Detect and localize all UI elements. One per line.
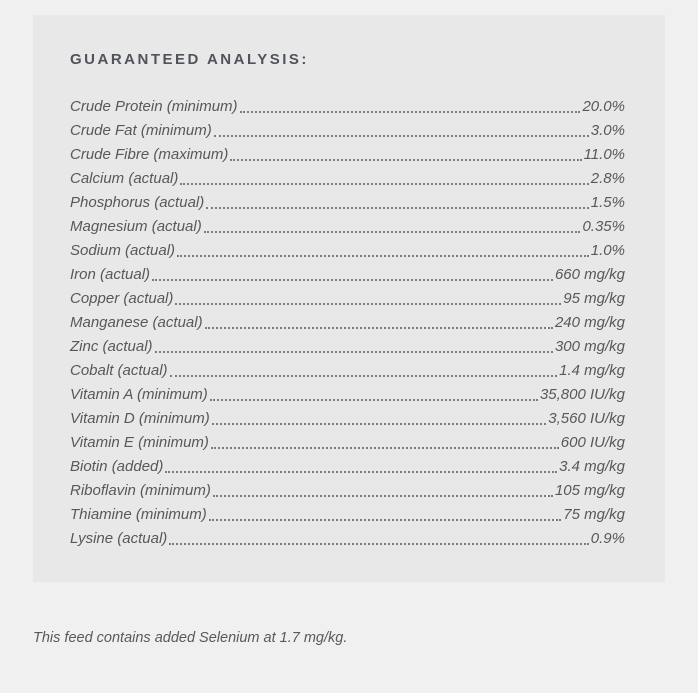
nutrient-value: 0.9% [590,530,625,547]
nutrient-label: Crude Fat (minimum) [70,122,212,139]
dotted-leader [214,135,589,137]
nutrient-label: Biotin (added) [70,458,164,475]
nutrient-label: Lysine (actual) [70,530,168,547]
nutrient-label: Cobalt (actual) [70,362,168,379]
nutrient-value: 0.35% [582,218,625,235]
dotted-leader [211,447,559,449]
dotted-leader [212,423,547,425]
dotted-leader [177,255,589,257]
dotted-leader [204,231,581,233]
nutrient-value: 240 mg/kg [554,314,625,331]
dotted-leader [169,543,589,545]
analysis-rows [70,95,625,551]
nutrient-value: 20.0% [582,98,625,115]
selenium-footnote: This feed contains added Selenium at 1.7 mg/kg. [33,630,348,646]
nutrient-label: Copper (actual) [70,290,174,307]
analysis-row [70,479,625,503]
analysis-row [70,215,625,239]
dotted-leader [206,207,589,209]
nutrient-label: Calcium (actual) [70,170,179,187]
analysis-row [70,359,625,383]
dotted-leader [165,471,557,473]
analysis-row [70,503,625,527]
nutrient-value: 600 IU/kg [560,434,625,451]
analysis-row [70,239,625,263]
analysis-row [70,143,625,167]
analysis-row [70,407,625,431]
analysis-row [70,527,625,551]
nutrient-label: Vitamin D (minimum) [70,410,210,427]
nutrient-value: 95 mg/kg [563,290,625,307]
nutrient-value: 35,800 IU/kg [539,386,625,403]
nutrient-value: 75 mg/kg [563,506,625,523]
nutrient-label: Crude Fibre (maximum) [70,146,229,163]
nutrient-label: Riboflavin (minimum) [70,482,211,499]
dotted-leader [210,399,538,401]
nutrient-label: Vitamin E (minimum) [70,434,209,451]
nutrient-value: 3,560 IU/kg [548,410,625,427]
nutrient-label: Manganese (actual) [70,314,203,331]
nutrient-label: Sodium (actual) [70,242,176,259]
dotted-leader [170,375,558,377]
nutrient-label: Thiamine (minimum) [70,506,207,523]
analysis-row [70,383,625,407]
nutrient-value: 1.5% [590,194,625,211]
nutrient-label: Iron (actual) [70,266,151,283]
dotted-leader [155,351,553,353]
analysis-row [70,191,625,215]
nutrient-value: 2.8% [590,170,625,187]
nutrient-value: 1.4 mg/kg [559,362,625,379]
analysis-row [70,287,625,311]
dotted-leader [180,183,588,185]
analysis-row [70,431,625,455]
analysis-row [70,167,625,191]
guaranteed-analysis-panel [33,15,665,582]
nutrient-value: 1.0% [590,242,625,259]
dotted-leader [152,279,553,281]
analysis-row [70,455,625,479]
nutrient-label: Phosphorus (actual) [70,194,205,211]
analysis-row [70,263,625,287]
nutrient-label: Zinc (actual) [70,338,153,355]
nutrient-value: 3.0% [590,122,625,139]
analysis-row [70,119,625,143]
analysis-row [70,335,625,359]
dotted-leader [213,495,553,497]
nutrient-label: Crude Protein (minimum) [70,98,238,115]
dotted-leader [240,111,581,113]
nutrient-label: Vitamin A (minimum) [70,386,208,403]
dotted-leader [175,303,561,305]
nutrient-value: 300 mg/kg [554,338,625,355]
nutrient-label: Magnesium (actual) [70,218,202,235]
dotted-leader [205,327,553,329]
analysis-row [70,95,625,119]
nutrient-value: 11.0% [583,146,625,163]
nutrient-value: 105 mg/kg [554,482,625,499]
analysis-row [70,311,625,335]
dotted-leader [209,519,562,521]
panel-title: GUARANTEED ANALYSIS: [70,51,309,68]
nutrient-value: 3.4 mg/kg [559,458,625,475]
dotted-leader [230,159,581,161]
nutrient-value: 660 mg/kg [554,266,625,283]
